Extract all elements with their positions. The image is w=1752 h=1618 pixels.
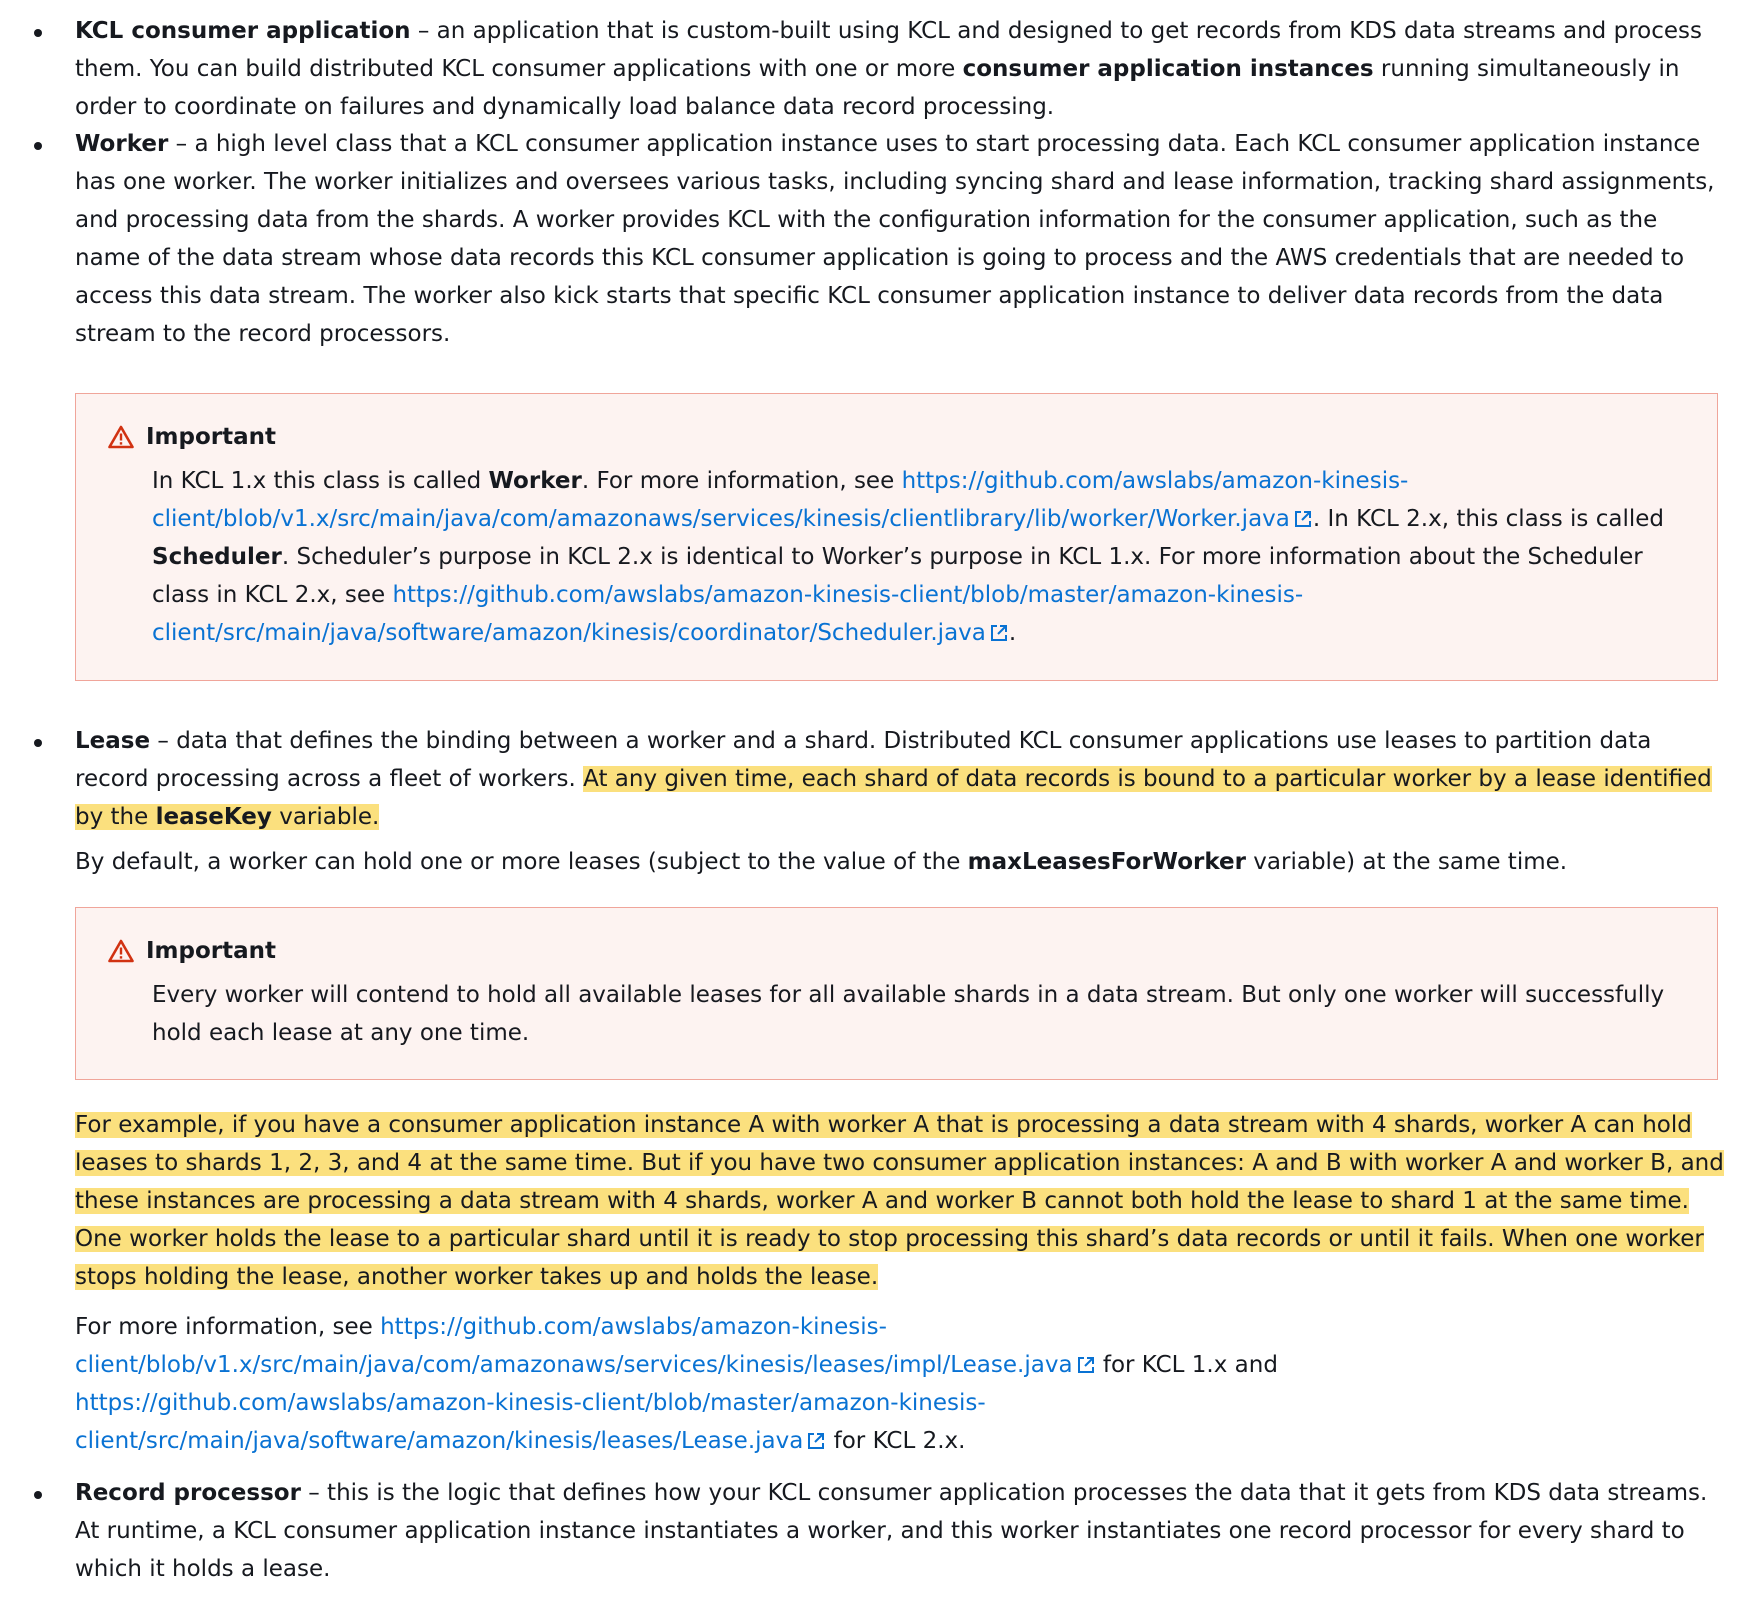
term-worker: Worker bbox=[75, 131, 169, 157]
external-link-icon bbox=[1076, 1355, 1096, 1375]
highlighted-text: At any given time, each shard of data records is bound to a particular worker by a lease identified by the leaseKey variable. bbox=[75, 766, 1712, 830]
worker-java-link[interactable]: https://github.com/awslabs/amazon-kinesis- client/blob/v1.x/src/main/java/com/amazonaws/services/kinesis/clientlibrary/lib/worker/Worker.java bbox=[152, 468, 1409, 532]
term-leasekey: leaseKey bbox=[155, 804, 272, 830]
bullet bbox=[34, 1491, 42, 1499]
list-item-worker: Worker – a high level class that a KCL consumer application instance uses to start processing data. Each KCL consumer application instance has one worker. The worker initializes and oversees various tasks, including syncing shard and lease information, tracking shard assignments, and processing data from the shards. A worker provides KCL with the configuration information for the consumer application, such as the name of the data stream whose data records this KCL consumer application is going to process and the AWS credentials that are needed to access this data stream. The worker also kick starts that specific KCL consumer application instance to deliver data records from the data stream to the record processors. bbox=[75, 131, 1715, 347]
list-item-record-processor: Record processor – this is the logic that defines how your KCL consumer application processes the data that it gets from KDS data streams. At runtime, a KCL consumer application instance instantiates a worker, and this worker instantiates one record processor for every shard to which it holds a lease. bbox=[75, 1480, 1708, 1582]
important-alert-lease bbox=[75, 907, 1718, 1080]
term-worker-class: Worker bbox=[488, 468, 582, 494]
alert-header bbox=[108, 932, 276, 970]
term-lease: Lease bbox=[75, 728, 151, 754]
external-link-icon bbox=[1293, 509, 1313, 529]
term-scheduler: Scheduler bbox=[152, 544, 282, 570]
alert-body: Every worker will contend to hold all available leases for all available shards in a data stream. But only one worker will successfully hold each lease at any one time. bbox=[152, 982, 1665, 1046]
list-item-lease: Lease – data that defines the binding between a worker and a shard. Distributed KCL consumer applications use leases to partition data record processing across a fleet of workers. At any given time, each shard of data records is bound to a particular worker by a lease identified by the leaseKey variable. bbox=[75, 728, 1712, 830]
term-consumer-application-instances: consumer application instances bbox=[962, 56, 1374, 82]
warning-icon bbox=[108, 939, 134, 963]
scheduler-java-link[interactable]: https://github.com/awslabs/amazon-kinesis-client/blob/master/amazon-kinesis- client/src/main/java/software/amazon/kinesis/coordinator/Scheduler.java bbox=[152, 582, 1304, 646]
alert-title: Important bbox=[146, 938, 277, 964]
more-information-paragraph: For more information, see https://github.com/awslabs/amazon-kinesis- client/blob/v1.x/src/main/java/com/amazonaws/services/kinesis/leases/impl/Lease.java for KCL 1.x and https://github.com/awslabs/amazon-kinesis-client/blob/master/amazon-kinesis- client/src/main/java/software/amazon/kinesis/leases/Lease.java for KCL 2.x. bbox=[75, 1314, 1278, 1454]
term-kcl-consumer-application: KCL consumer application bbox=[75, 18, 411, 44]
important-alert-worker bbox=[75, 393, 1718, 681]
lease-default-paragraph: By default, a worker can hold one or more leases (subject to the value of the maxLeasesForWorker variable) at the same time. bbox=[75, 849, 1568, 875]
term-record-processor: Record processor bbox=[75, 1480, 301, 1506]
lease-java-v2-link[interactable]: https://github.com/awslabs/amazon-kinesis-client/blob/master/amazon-kinesis- client/src/main/java/software/amazon/kinesis/leases/Lease.java bbox=[75, 1390, 986, 1454]
warning-icon bbox=[108, 425, 134, 449]
alert-header bbox=[108, 418, 276, 456]
alert-body: In KCL 1.x this class is called Worker. For more information, see https://github.com/awslabs/amazon-kinesis- client/blob/v1.x/src/main/java/com/amazonaws/services/kinesis/clientlibrary/lib/worker/Worker.java . In KCL 2.x, this class is called Scheduler. Scheduler’s purpose in KCL 2.x is identical to Worker’s purpose in KCL 1.x. For more information about the Scheduler class in KCL 2.x, see https://github.com/awslabs/amazon-kinesis-client/blob/master/amazon-kinesis- client/src/main/java/software/amazon/kinesis/coordinator/Scheduler.java . bbox=[152, 468, 1664, 646]
bullet bbox=[34, 142, 42, 150]
alert-title: Important bbox=[146, 424, 277, 450]
lease-java-v1-link[interactable]: https://github.com/awslabs/amazon-kinesis- client/blob/v1.x/src/main/java/com/amazonaws/services/kinesis/leases/impl/Lease.java bbox=[75, 1314, 1096, 1378]
list-item-kcl-consumer-application: KCL consumer application – an application that is custom-built using KCL and designed to get records from KDS data streams and process them. You can build distributed KCL consumer applications with one or more consumer application instances running simultaneously in order to coordinate on failures and dynamically load balance data record processing. bbox=[75, 18, 1702, 120]
external-link-icon bbox=[806, 1431, 826, 1451]
bullet bbox=[34, 739, 42, 747]
bullet bbox=[34, 29, 42, 37]
term-maxleasesforworker: maxLeasesForWorker bbox=[967, 849, 1246, 875]
example-paragraph bbox=[75, 1106, 1725, 1296]
highlighted-text: For example, if you have a consumer application instance A with worker A that is processing a data stream with 4 shards, worker A can hold leases to shards 1, 2, 3, and 4 at the same time. But if you have two consumer application instances: A and B with worker A and worker B, and these instances are processing a data stream with 4 shards, worker A and worker B cannot both hold the lease to shard 1 at the same time. One worker holds the lease to a particular shard until it is ready to stop processing this shard’s data records or until it fails. When one worker stops holding the lease, another worker takes up and holds the lease. bbox=[75, 1112, 1724, 1290]
external-link-icon bbox=[989, 623, 1009, 643]
